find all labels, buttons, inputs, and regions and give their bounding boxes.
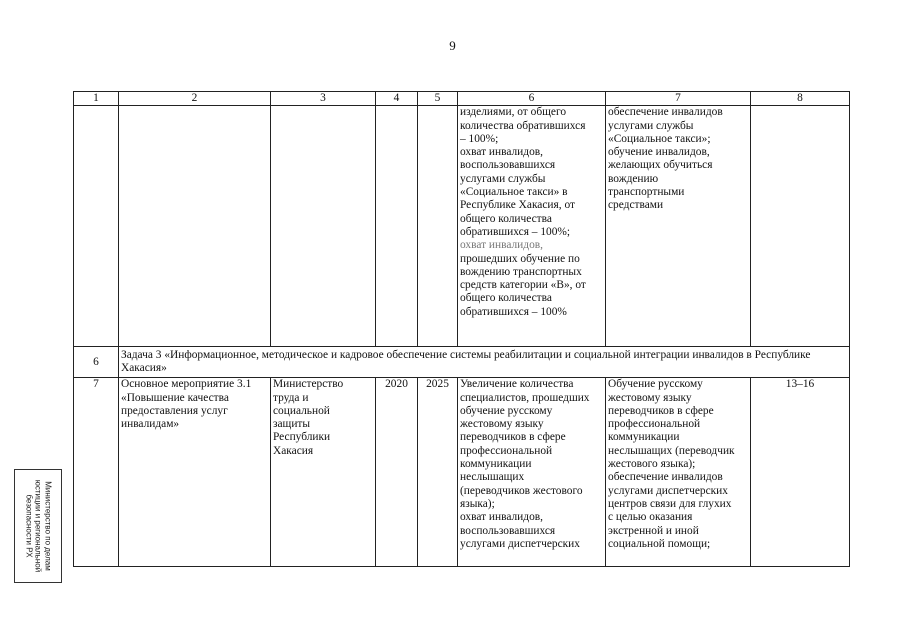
table-row bbox=[74, 378, 850, 567]
row-number-cell: 6 bbox=[74, 347, 119, 378]
header-row bbox=[74, 92, 850, 106]
end-year-cell bbox=[418, 106, 458, 347]
indicator-link-cell bbox=[751, 106, 850, 347]
start-year-cell bbox=[376, 106, 418, 347]
table-row bbox=[74, 106, 850, 347]
header-cell: 7 bbox=[606, 92, 751, 106]
row-number-cell: 7 bbox=[74, 378, 119, 567]
expected-result-cell bbox=[458, 106, 606, 347]
row-number-cell bbox=[74, 106, 119, 347]
header-cell: 2 bbox=[119, 92, 271, 106]
directions-cell: обеспечение инвалидов услугами службы «Социальное такси»; обучение инвалидов, желающих обучиться вождению транспортными средствами bbox=[606, 106, 751, 347]
header-cell: 4 bbox=[376, 92, 418, 106]
header-cell: 6 bbox=[458, 92, 606, 106]
program-table bbox=[73, 91, 850, 567]
task-heading-cell: Задача 3 «Информационное, методическое и кадровое обеспечение системы реабилитации и социальной интеграции инвалидов в Республике Хакасия» bbox=[119, 347, 850, 378]
activity-cell bbox=[119, 106, 271, 347]
executor-cell: Министерство труда и социальной защиты Республики Хакасия bbox=[271, 378, 376, 567]
stamp-text: Министерство по делам юстиции и региональной безопасности РХ bbox=[24, 479, 53, 573]
activity-cell: Основное мероприятие 3.1 «Повышение качества предоставления услуг инвалидам» bbox=[119, 378, 271, 567]
start-year-cell: 2020 bbox=[376, 378, 418, 567]
header-cell: 8 bbox=[751, 92, 850, 106]
expected-result-cell: Увеличение количества специалистов, прошедших обучение русскому жестовому языку переводчиков в сфере профессиональной коммуникации неслышащих (переводчиков жестового языка); охват инвалидов, воспользовавшихся услугами диспетчерских bbox=[458, 378, 606, 567]
page-number: 9 bbox=[449, 38, 456, 53]
registration-stamp bbox=[14, 469, 62, 583]
header-cell: 3 bbox=[271, 92, 376, 106]
header-cell: 1 bbox=[74, 92, 119, 106]
table-row bbox=[74, 347, 850, 378]
executor-cell bbox=[271, 106, 376, 347]
expected-result-text: охват инвалидов, bbox=[460, 239, 543, 252]
header-cell: 5 bbox=[418, 92, 458, 106]
expected-result-text: прошедших обучение по вождению транспортных средств категории «В», от общего количества обратившихся – 100% bbox=[460, 252, 586, 318]
expected-result-text: изделиями, от общего количества обратившихся – 100%; охват инвалидов, воспользовавшихся услугами службы «Социальное такси» в Республике Хакасия, от общего количества обратившихся – 100%; bbox=[460, 106, 586, 238]
indicator-link-cell: 13–16 bbox=[751, 378, 850, 567]
end-year-cell: 2025 bbox=[418, 378, 458, 567]
directions-cell: Обучение русскому жестовому языку переводчиков в сфере профессиональной коммуникации неслышащих (переводчик жестового языка); обеспечение инвалидов услугами диспетчерских центров связи для глухих с целью оказания экстренной и иной социальной помощи; bbox=[606, 378, 751, 567]
